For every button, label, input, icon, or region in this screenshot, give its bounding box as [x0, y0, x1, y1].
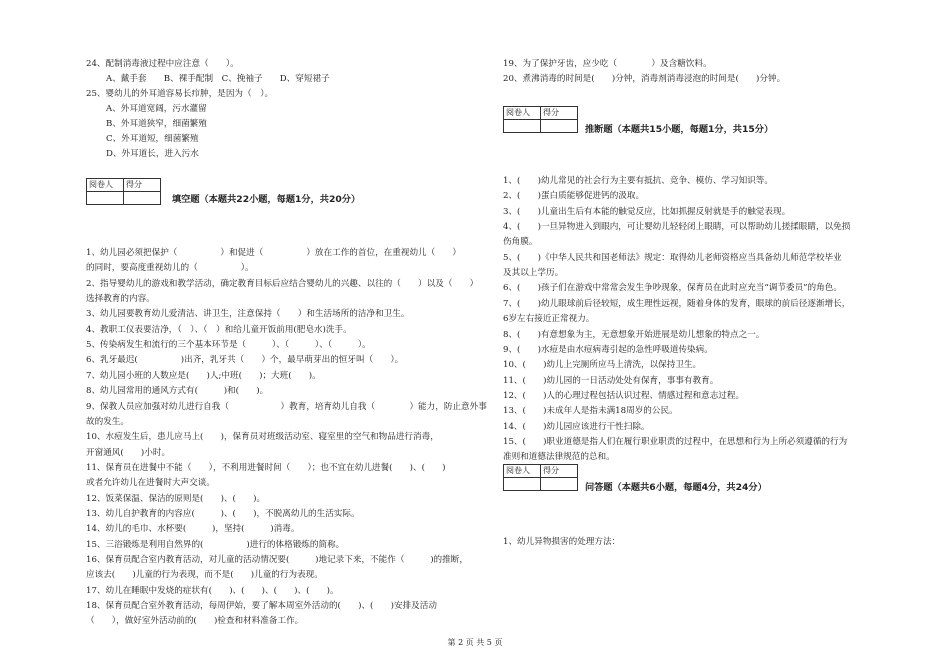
fill-question-line: 17、幼儿在睡眠中发烧的症状有( )、( )、( )、( )。 — [86, 585, 339, 596]
fill-question-line: 4、教职工仪表要洁净，（ ）、（ ）和给儿童开饭前用(肥皂水)洗手。 — [86, 324, 352, 335]
score-label: 得分 — [541, 465, 578, 478]
grader-cell[interactable] — [504, 120, 541, 133]
grader-label: 阅卷人 — [504, 465, 541, 478]
judge-question-line: 及其以上学历。 — [503, 268, 564, 279]
fill-question-line: 13、幼儿自护教育的内容应( )、( )，不脱离幼儿的生活实际。 — [86, 508, 360, 519]
judge-question-line: 8、( )有意想象为主，无意想象开始进展是幼儿想象的特点之一。 — [503, 329, 765, 340]
judge-question-line: 12、( )人的心理过程包括认识过程、情感过程和意志过程。 — [503, 390, 745, 401]
judge-question-line: 10、( )幼儿上完厕所应马上清洗，以保持卫生。 — [503, 360, 702, 371]
fill-question-line: 的同时，要高度重视幼儿的（ ）。 — [86, 263, 254, 274]
grader-cell[interactable] — [87, 192, 124, 205]
question-25-option-b: B、外耳道狭窄，细菌繁殖 — [106, 119, 207, 129]
fill-question-line: 16、保育员配合室内教育活动，对儿童的活动情况要( )地记录下来，不能作（ )的推断， — [86, 555, 468, 565]
grader-cell[interactable] — [504, 478, 541, 491]
fill-question-line: 14、幼儿的毛巾、水杯要( )，坚持( )消毒。 — [86, 524, 300, 535]
fill-question-line: 选择教育的内容。 — [86, 294, 155, 305]
page-footer: 第 2 页 共 5 页 — [447, 638, 503, 647]
fill-question-line: 5、传染病发生和流行的三个基本环节是（ ）、（ ）、（ ）。 — [86, 340, 371, 351]
judge-question-line: 13、( )未成年人是指未满18周岁的公民。 — [503, 406, 678, 417]
qa-section-title: 问答题（本题共6小题，每题4分，共24分） — [585, 482, 767, 493]
fill-question-line: 故的发生。 — [86, 416, 129, 427]
fill-question-line: 或者允许幼儿在进餐时大声交谈。 — [86, 478, 215, 489]
judge-question-line: 4、( )一旦异物进入到眼内，可让婴幼儿轻轻闭上眼睛，可以帮助幼儿搓揉眼睛，以免损 — [503, 222, 851, 233]
score-label: 得分 — [124, 179, 161, 192]
question-25-option-a: A、外耳道宽阔，污水灌留 — [106, 104, 207, 114]
fill-question-line: 1、幼儿园必须把保护（ ）和促进（ ）放在工作的首位，在重视幼儿（ ） — [86, 248, 462, 258]
question-25-option-d: D、外耳道长，进入污水 — [106, 149, 199, 159]
fill-question-line: 18、保育员配合室外教育活动，每周伊始，要了解本周室外活动的( )、( )安排及活动 — [86, 601, 437, 612]
judge-question-line: 2、( )蛋白质能够促进钙的汲取。 — [503, 191, 645, 202]
fill-question-line: 9、保教人员应加强对幼儿进行自我（ ）教育，培育幼儿自我（ ）能力，防止意外事 — [86, 401, 487, 412]
judge-section-title: 推断题（本题共15小题，每题1分，共15分） — [585, 124, 774, 135]
judge-question-line: 14、( )幼儿园应该进行干性扫除。 — [503, 421, 650, 432]
judge-question-line: 7、( )幼儿眼球前后径较短，成生理性远视，随着身体的发育，眼球的前后径逐渐增长， — [503, 298, 851, 309]
qa-score-box — [503, 464, 578, 491]
fill-question-line: （ ），做好室外活动前的( )检查和材料准备工作。 — [86, 616, 304, 627]
fill-question-line: 11、保育员在进餐中不能（ ），不利用进餐时间（ ）；也不宜在幼儿进餐( )、( ) — [86, 462, 446, 473]
question-24: 24、配制消毒液过程中应注意（ ）。 — [86, 59, 239, 69]
fill-question-line: 12、饭菜保温、保洁的原则是( )、( )。 — [86, 493, 266, 504]
fill-question-line: 3、幼儿园要教育幼儿爱清洁、讲卫生，注意保持（ ）和生活场所的洁净和卫生。 — [86, 309, 410, 320]
judge-question-line: 5、( )《中华人民共和国老师法》规定：取得幼儿老师资格应当具备幼儿师范学校毕业 — [503, 252, 842, 263]
score-label: 得分 — [541, 107, 578, 120]
fill-question-line: 10、水痘发生后，患儿应马上( )，保育员对班级活动室、寝室里的空气和物品进行消毒， — [86, 432, 439, 443]
judge-question-line: 6岁左右接近正常视力。 — [503, 314, 595, 325]
judge-question-line: 9、( )水痘是由水痘病毒引起的急性呼吸道传染病。 — [503, 344, 713, 355]
score-cell[interactable] — [541, 478, 578, 491]
judge-question-line: 11、( )幼儿园的一日活动处处有保育，事事有教育。 — [503, 375, 719, 386]
fill-question-line: 15、三浴锻炼是利用自然界的( )进行的体格锻炼的简称。 — [86, 539, 345, 550]
qa-question-1: 1、幼儿异物损害的处理方法： — [503, 537, 621, 547]
judge-question-line: 准则和道德法律规范的总和。 — [503, 452, 615, 463]
judge-question-line: 6、( )孩子们在游戏中常常会发生争吵现象，保育员在此时应充当“调节委员”的角色。 — [503, 283, 842, 294]
judge-question-line: 15、( )职业道德是指人们在履行职业职责的过程中，在思想和行为上所必须遵循的行为 — [503, 436, 848, 447]
fill-section-title: 填空题（本题共22小题，每题1分，共20分） — [172, 194, 361, 205]
score-cell[interactable] — [124, 192, 161, 205]
fill-score-box — [86, 178, 161, 205]
grader-label: 阅卷人 — [504, 107, 541, 120]
question-25-option-c: C、外耳道短，细菌繁殖 — [106, 134, 199, 144]
judge-question-line: 3、( )儿童出生后有本能的触觉反应，比如抓握反射就是手的触觉表现。 — [503, 206, 791, 217]
fill-question-line: 7、幼儿园小班的人数应是( )人;中班( )；大班( )。 — [86, 370, 321, 381]
question-25: 25、婴幼儿的外耳道容易长疖肿，是因为（ ）。 — [86, 89, 274, 99]
judge-score-box — [503, 106, 578, 133]
fill-question-line: 2、指导婴幼儿的游戏和教学活动，确定教育目标后应结合婴幼儿的兴趣、以往的（ ）以及（ ） — [86, 278, 479, 289]
question-20: 20、煮沸消毒的时间是( )分钟，消毒剂消毒浸泡的时间是( )分钟。 — [503, 74, 786, 84]
fill-question-line: 6、乳牙最迟( )出齐，乳牙共（ ）个，最早萌芽出的恒牙叫（ ）。 — [86, 355, 404, 366]
fill-question-line: 开窗通风( )小时。 — [86, 447, 171, 458]
judge-question-line: 1、( )幼儿常见的社会行为主要有抵抗、竞争、模仿、学习知识等。 — [503, 176, 773, 186]
score-cell[interactable] — [541, 120, 578, 133]
question-24-options: A、戴手套 B、裸手配制 C、挽袖子 D、穿短裙子 — [106, 74, 330, 84]
grader-label: 阅卷人 — [87, 179, 124, 192]
question-19: 19、为了保护牙齿，应少吃（ ）及含糖饮料。 — [503, 59, 712, 69]
judge-question-line: 伤角膜。 — [503, 237, 538, 248]
fill-question-line: 应该去( )儿童的行为表现，而不是( )儿童的行为表现。 — [86, 570, 323, 581]
fill-question-line: 8、幼儿园常用的通风方式有( )和( )。 — [86, 386, 269, 397]
